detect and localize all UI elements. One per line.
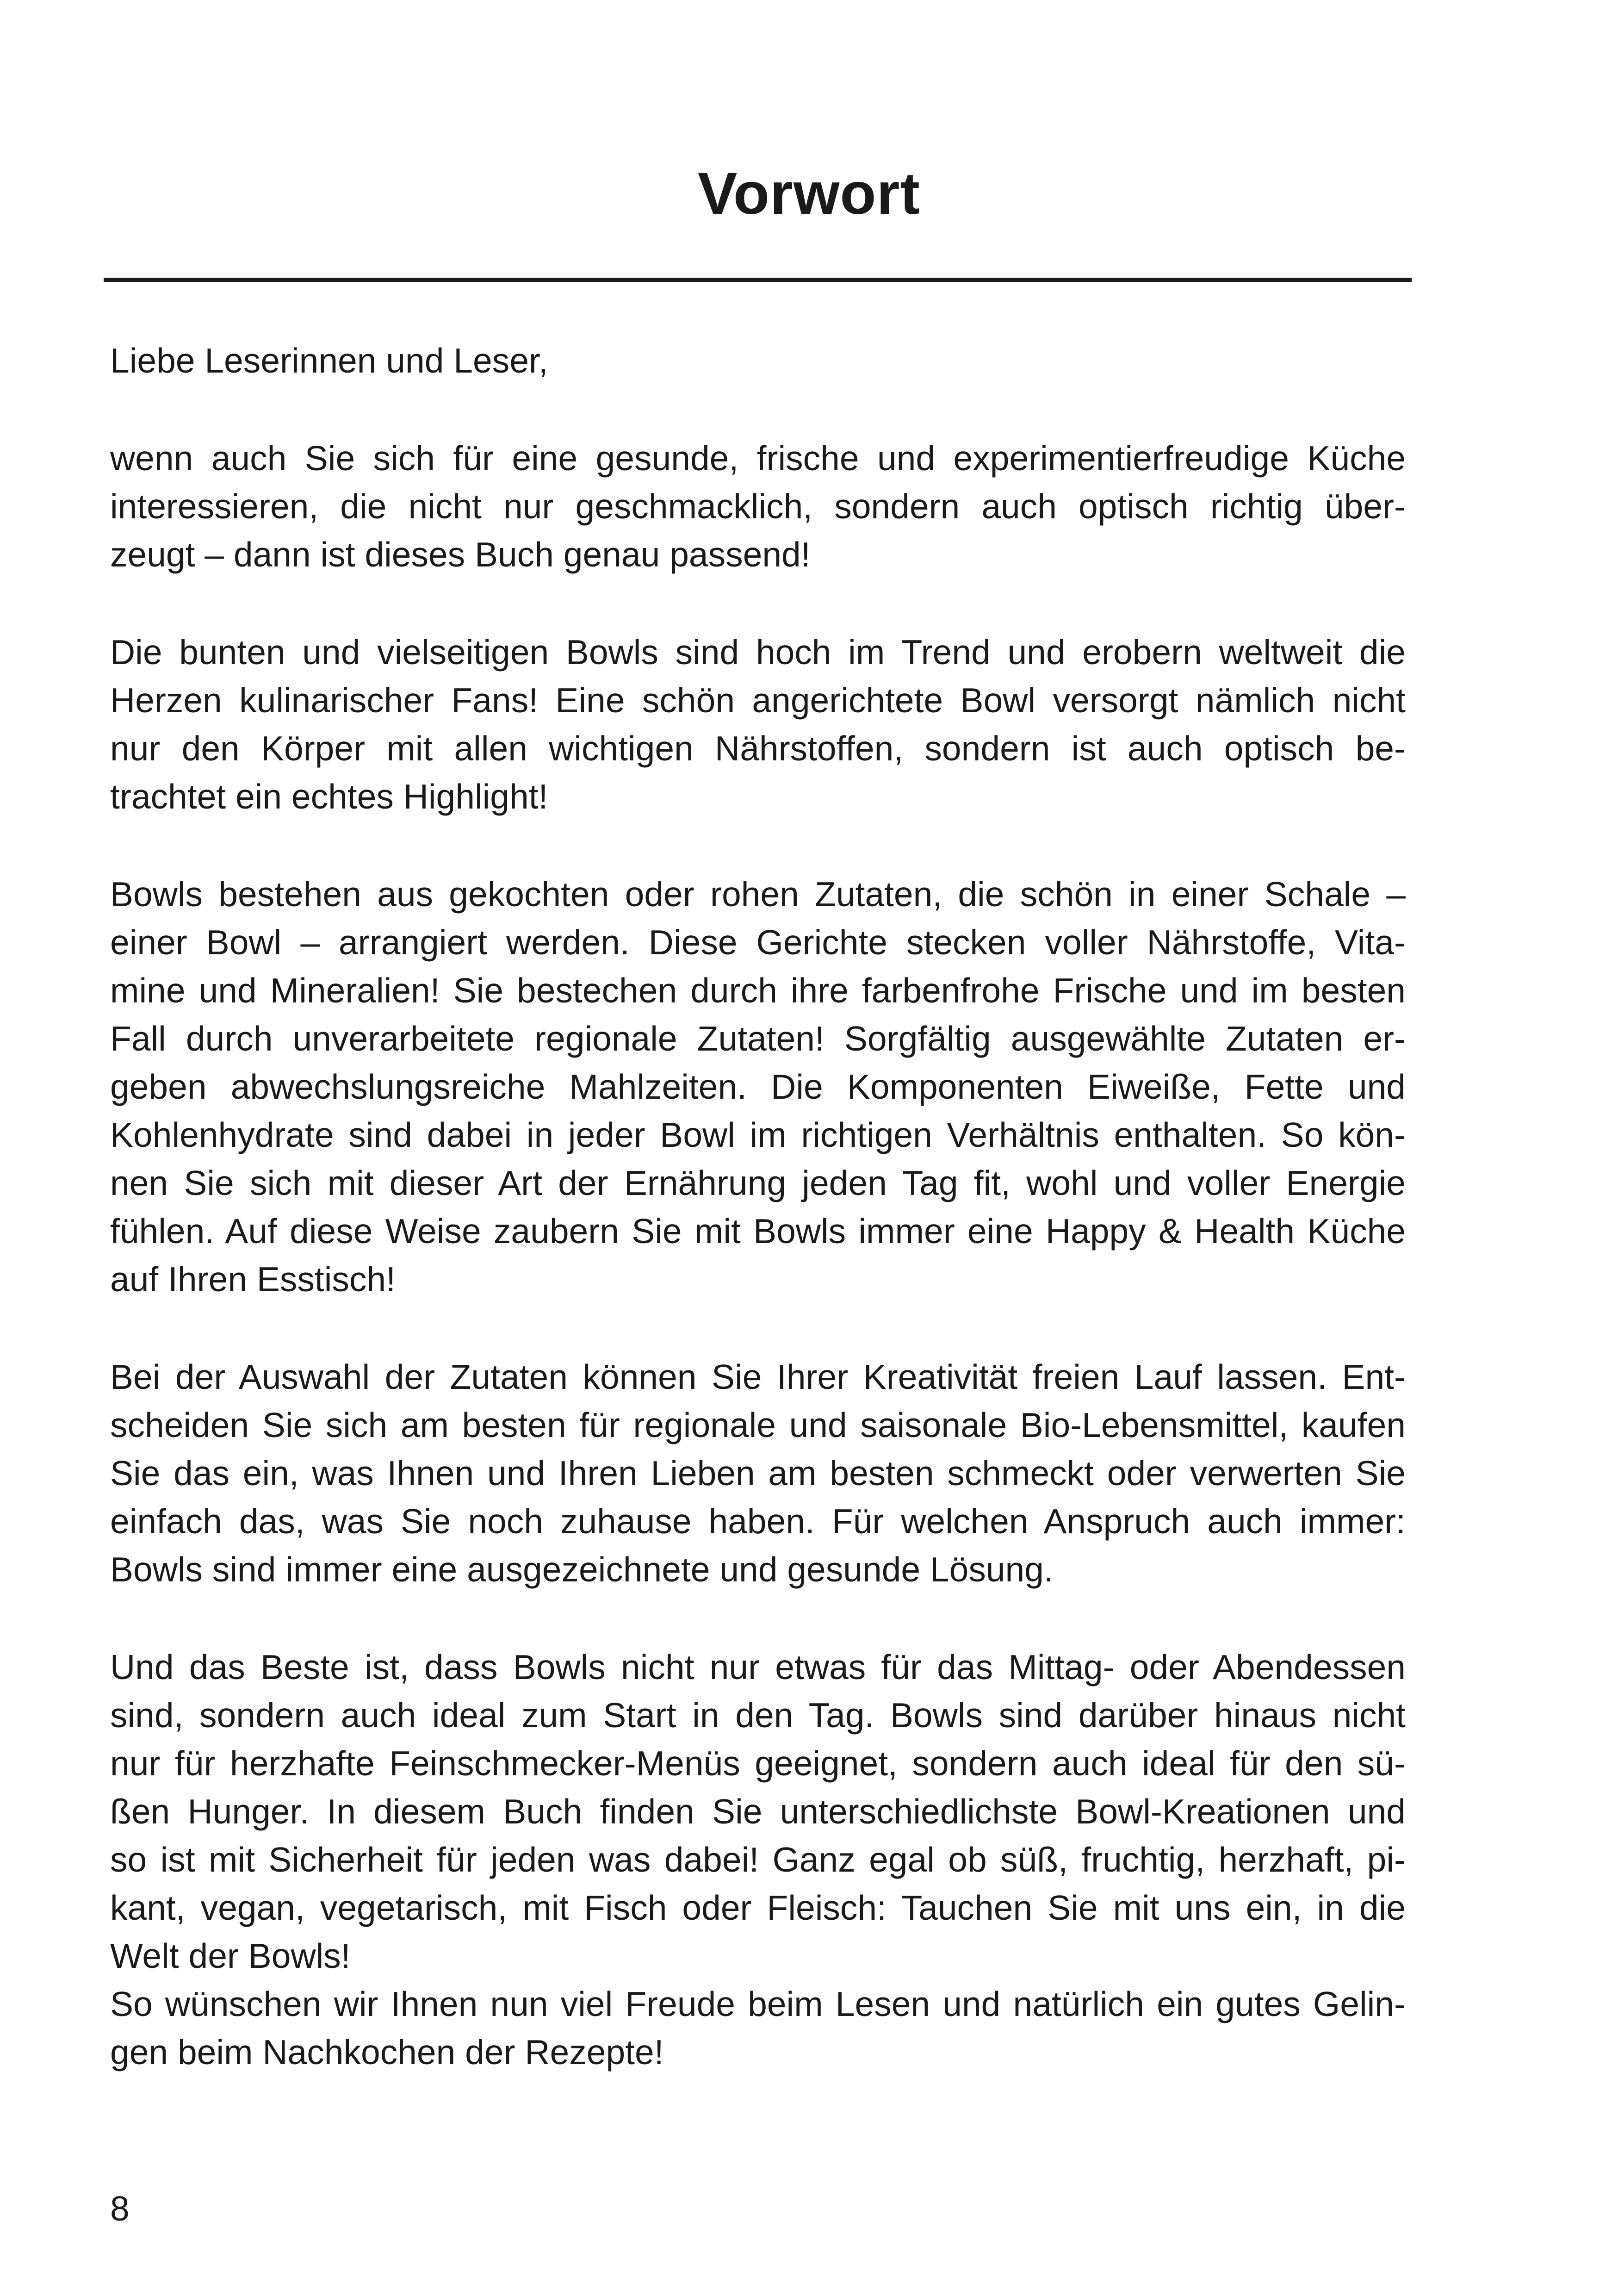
paragraph-creativity (110, 1353, 1406, 1593)
text-line: wenn auch Sie sich für eine gesunde, frische und experimentierfreudige Küche (110, 439, 1406, 478)
paragraph-intro (110, 434, 1406, 579)
text-line: Bowls sind immer eine ausgezeichnete und gesunde Lösung. (110, 1550, 1054, 1589)
text-line: nur den Körper mit allen wichtigen Nährstoffen, sondern ist auch optisch be- (110, 729, 1406, 768)
text-line: Sie das ein, was Ihnen und Ihren Lieben am besten schmeckt oder verwerten Sie (110, 1454, 1406, 1493)
text-line: fühlen. Auf diese Weise zaubern Sie mit Bowls immer eine Happy & Health Küche (110, 1212, 1406, 1251)
text-line: zeugt – dann ist dieses Buch genau passend! (110, 535, 811, 574)
text-line: Fall durch unverarbeitete regionale Zutaten! Sorgfältig ausgewählte Zutaten er- (110, 1019, 1406, 1058)
text-line: so ist mit Sicherheit für jeden was dabei! Ganz egal ob süß, fruchtig, herzhaft, pi- (110, 1840, 1406, 1879)
text-line: sind, sondern auch ideal zum Start in den Tag. Bowls sind darüber hinaus nicht (110, 1696, 1406, 1735)
text-line: scheiden Sie sich am besten für regionale und saisonale Bio-Lebensmittel, kaufen (110, 1406, 1406, 1444)
text-line: Bei der Auswahl der Zutaten können Sie Ihrer Kreativität freien Lauf lassen. Ent- (110, 1357, 1406, 1396)
text-line: So wünschen wir Ihnen nun viel Freude beim Lesen und natürlich ein gutes Gelin- (110, 1985, 1406, 2023)
text-line: Die bunten und vielseitigen Bowls sind hoch im Trend und erobern weltweit die (110, 633, 1406, 672)
title-rule (104, 278, 1412, 282)
paragraph-closing (110, 1643, 1406, 2076)
text-line: trachtet ein echtes Highlight! (110, 777, 548, 816)
page-title: Vorwort (697, 161, 921, 227)
page-number: 8 (110, 2189, 130, 2228)
text-line: Kohlenhydrate sind dabei in jeder Bowl im richtigen Verhältnis enthalten. So kön- (110, 1115, 1406, 1154)
text-line: kant, vegan, vegetarisch, mit Fisch oder Fleisch: Tauchen Sie mit uns ein, in die (110, 1888, 1406, 1927)
text-line: auf Ihren Esstisch! (110, 1260, 396, 1299)
text-line: einfach das, was Sie noch zuhause haben. Für welchen Anspruch auch immer: (110, 1502, 1406, 1541)
text-line: Und das Beste ist, dass Bowls nicht nur etwas für das Mittag- oder Abendessen (110, 1648, 1406, 1686)
text-line: nen Sie sich mit dieser Art der Ernährung jeden Tag fit, wohl und voller Energie (110, 1164, 1406, 1202)
text-line: interessieren, die nicht nur geschmacklich, sondern auch optisch richtig über- (110, 487, 1406, 526)
text-line: Bowls bestehen aus gekochten oder rohen Zutaten, die schön in einer Schale – (110, 875, 1406, 914)
paragraph-trend (110, 628, 1406, 821)
text-line: Welt der Bowls! (110, 1936, 351, 1975)
text-line: geben abwechslungsreiche Mahlzeiten. Die Komponenten Eiweiße, Fette und (110, 1067, 1406, 1106)
text-line: Liebe Leserinnen und Leser, (110, 341, 548, 380)
text-line: einer Bowl – arrangiert werden. Diese Gerichte stecken voller Nährstoffe, Vita- (110, 923, 1406, 962)
body-text (110, 336, 1406, 2076)
paragraph-salutation (110, 336, 1406, 385)
text-line: mine und Mineralien! Sie bestechen durch ihre farbenfrohe Frische und im besten (110, 971, 1406, 1010)
text-line: gen beim Nachkochen der Rezepte! (110, 2033, 664, 2072)
paragraph-ingredients (110, 870, 1406, 1303)
text-line: nur für herzhafte Feinschmecker-Menüs geeignet, sondern auch ideal für den sü- (110, 1744, 1406, 1783)
text-line: ßen Hunger. In diesem Buch finden Sie unterschiedlichste Bowl-Kreationen und (110, 1792, 1406, 1831)
text-line: Herzen kulinarischer Fans! Eine schön angerichtete Bowl versorgt nämlich nicht (110, 681, 1406, 720)
